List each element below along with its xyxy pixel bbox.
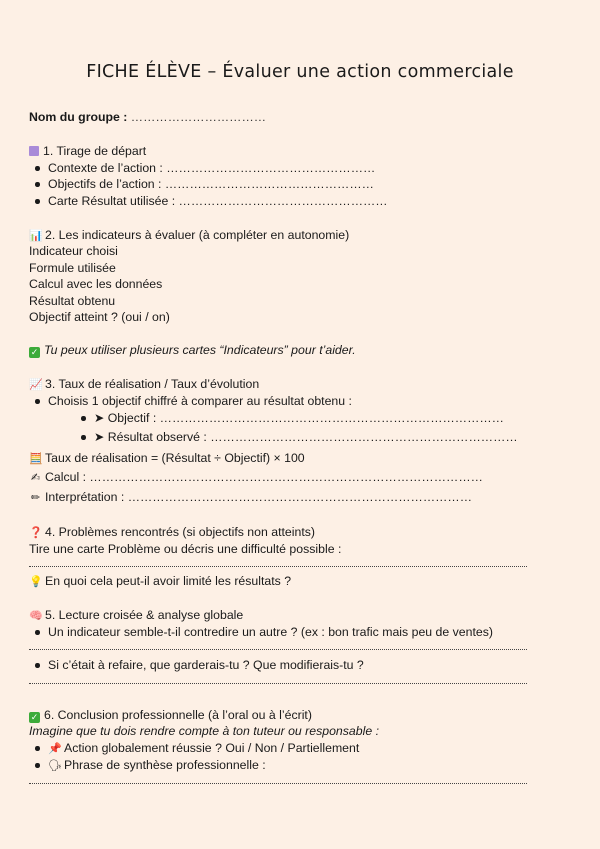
- group-name-label: Nom du groupe :: [29, 110, 128, 124]
- interpretation-fill-line[interactable]: [29, 489, 472, 506]
- section-2-tip: [29, 342, 356, 358]
- formula-block: [29, 450, 305, 467]
- section-3-heading-text: 3. Taux de réalisation / Taux d’évolution: [45, 377, 260, 391]
- group-name-line[interactable]: [29, 109, 266, 125]
- question-mark-icon: ❓: [29, 527, 43, 539]
- section-6-item-synthesis-text: Phrase de synthèse professionnelle :: [64, 758, 266, 772]
- check-mark-icon: ✓: [30, 712, 39, 722]
- section-5-item-redo: Si c’était à refaire, que garderais-tu ? Que modifierais-tu ?: [48, 658, 364, 672]
- formula-line: Formule utilisée: [29, 261, 116, 275]
- section-1-item-result-card[interactable]: Carte Résultat utilisée : ……………………………………………: [48, 194, 388, 208]
- light-bulb-icon: 💡: [29, 576, 43, 588]
- section-1-heading-text: 1. Tirage de départ: [43, 144, 147, 158]
- abacus-icon: 🧮: [29, 453, 43, 465]
- page-title: FICHE ÉLÈVE – Évaluer une action commerciale: [86, 62, 514, 82]
- section-1-item-objectives[interactable]: Objectifs de l’action : ……………………………………………: [48, 177, 374, 191]
- answer-rule-1[interactable]: [29, 566, 527, 567]
- section-1-heading: [29, 143, 146, 159]
- purple-square-icon: [29, 146, 39, 156]
- calc-fill-text: Calcul : ……………………………………………………………………………………: [45, 470, 483, 484]
- section-6-intro: Imagine que tu dois rendre compte à ton tuteur ou responsable :: [29, 724, 379, 738]
- answer-rule-4[interactable]: [29, 783, 527, 784]
- bar-chart-icon: 📊: [29, 230, 43, 242]
- objective-fill-text: ➤ Objectif : …………………………………………………………………………: [94, 411, 504, 425]
- trend-chart-icon: 📈: [29, 379, 43, 391]
- group-name-dots: ……………………………: [130, 110, 267, 124]
- formula-text: Taux de réalisation = (Résultat ÷ Objectif) × 100: [45, 451, 305, 465]
- section-2-heading: [29, 227, 349, 244]
- pencil-icon: ✏: [30, 492, 41, 504]
- speaking-head-icon: 🗣: [48, 760, 62, 772]
- objective-fill-line[interactable]: [94, 410, 504, 426]
- section-5-heading-text: 5. Lecture croisée & analyse globale: [45, 608, 244, 622]
- section-2-tip-text: Tu peux utiliser plusieurs cartes “Indicateurs” pour t’aider.: [44, 343, 356, 357]
- answer-rule-2[interactable]: [29, 649, 527, 650]
- section-6-item-success[interactable]: [48, 740, 359, 757]
- observed-result-fill-text: ➤ Résultat observé : …………………………………………………………………: [94, 430, 518, 444]
- check-mark-icon: ✓: [30, 347, 39, 357]
- section-1-item-context[interactable]: Contexte de l’action : ……………………………………………: [48, 161, 376, 175]
- answer-rule-3[interactable]: [29, 683, 527, 684]
- section-3-heading: [29, 376, 259, 393]
- calc-fill-line[interactable]: [29, 469, 483, 486]
- objective-reached-line: Objectif atteint ? (oui / on): [29, 310, 170, 324]
- observed-result-fill-line[interactable]: [94, 429, 518, 445]
- result-line: Résultat obtenu: [29, 294, 116, 308]
- brain-icon: 🧠: [29, 610, 43, 622]
- section-6-heading-text: 6. Conclusion professionnelle (à l’oral ou à l’écrit): [44, 708, 312, 722]
- section-6-item-success-text: Action globalement réussie ? Oui / Non / Partiellement: [64, 741, 360, 755]
- pushpin-icon: 📌: [48, 743, 62, 755]
- section-2-heading-text: 2. Les indicateurs à évaluer (à compléter en autonomie): [45, 228, 350, 242]
- section-5-item-contradiction: Un indicateur semble-t-il contredire un autre ? (ex : bon trafic mais peu de ventes): [48, 625, 493, 639]
- writing-hand-icon: ✍: [30, 472, 41, 484]
- section-5-heading: [29, 607, 243, 624]
- section-4-heading-text: 4. Problèmes rencontrés (si objectifs non atteints): [45, 525, 315, 539]
- section-3-item-choose-objective: Choisis 1 objectif chiffré à comparer au résultat obtenu :: [48, 394, 352, 408]
- indicator-line: Indicateur choisi: [29, 244, 118, 258]
- section-4-heading: [29, 524, 315, 541]
- section-4-question-text: En quoi cela peut-il avoir limité les résultats ?: [45, 574, 292, 588]
- section-4-question: [29, 573, 291, 590]
- calculation-line: Calcul avec les données: [29, 277, 163, 291]
- section-6-heading: [29, 707, 312, 723]
- section-6-item-synthesis[interactable]: [48, 757, 266, 774]
- interpretation-fill-text: Interprétation : …………………………………………………………………………: [45, 490, 473, 504]
- section-4-instruction: Tire une carte Problème ou décris une difficulté possible :: [29, 542, 342, 556]
